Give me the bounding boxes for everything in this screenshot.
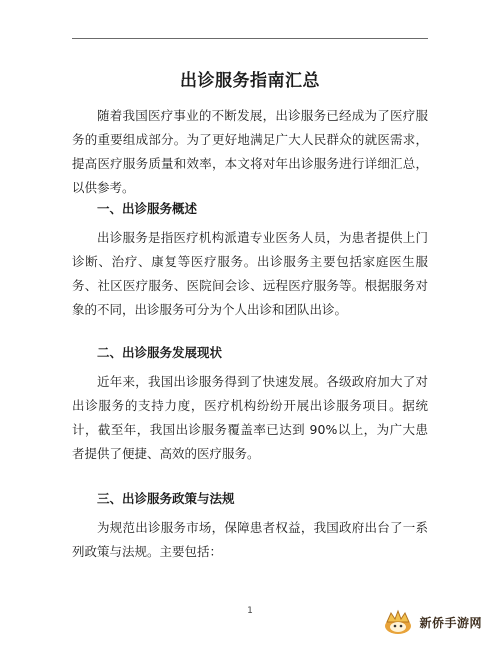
watermark-text: 新侨手游网 (419, 615, 482, 630)
section-body-status: 近年来，我国出诊服务得到了快速发展。各级政府加大了对出诊服务的支持力度，医疗机构纷纷开展出诊服务项目。据统计，截至年，我国出诊服务覆盖率已达到 90%以上，为广大患者提供了便捷、高效的医疗服务。 (72, 374, 428, 461)
section-heading-policy: 三、出诊服务政策与法规 (97, 491, 235, 506)
intro-paragraph: 随着我国医疗事业的不断发展，出诊服务已经成为了医疗服务的重要组成部分。为了更好地满足广大人民群众的就医需求，提高医疗服务质量和效率，本文将对年出诊服务进行详细汇总，以供参考。 (72, 108, 428, 195)
section-heading-status: 二、出诊服务发展现状 (97, 345, 223, 360)
watermark (377, 605, 492, 639)
document-title: 出诊服务指南汇总 (180, 71, 320, 91)
section-body-overview: 出诊服务是指医疗机构派遣专业医务人员，为患者提供上门诊断、治疗、康复等医疗服务。出诊服务主要包括家庭医生服务、社区医疗服务、医院间会诊、远程医疗服务等。根据服务对象的不同，出诊服务可分为个人出诊和团队出诊。 (72, 230, 428, 317)
top-rule (72, 38, 428, 39)
section-heading-overview: 一、出诊服务概述 (97, 201, 198, 216)
section-body-policy: 为规范出诊服务市场，保障患者权益，我国政府出台了一系列政策与法规。主要包括： (72, 520, 428, 559)
page-number: 1 (247, 606, 253, 616)
crown-logo-icon (383, 609, 413, 635)
